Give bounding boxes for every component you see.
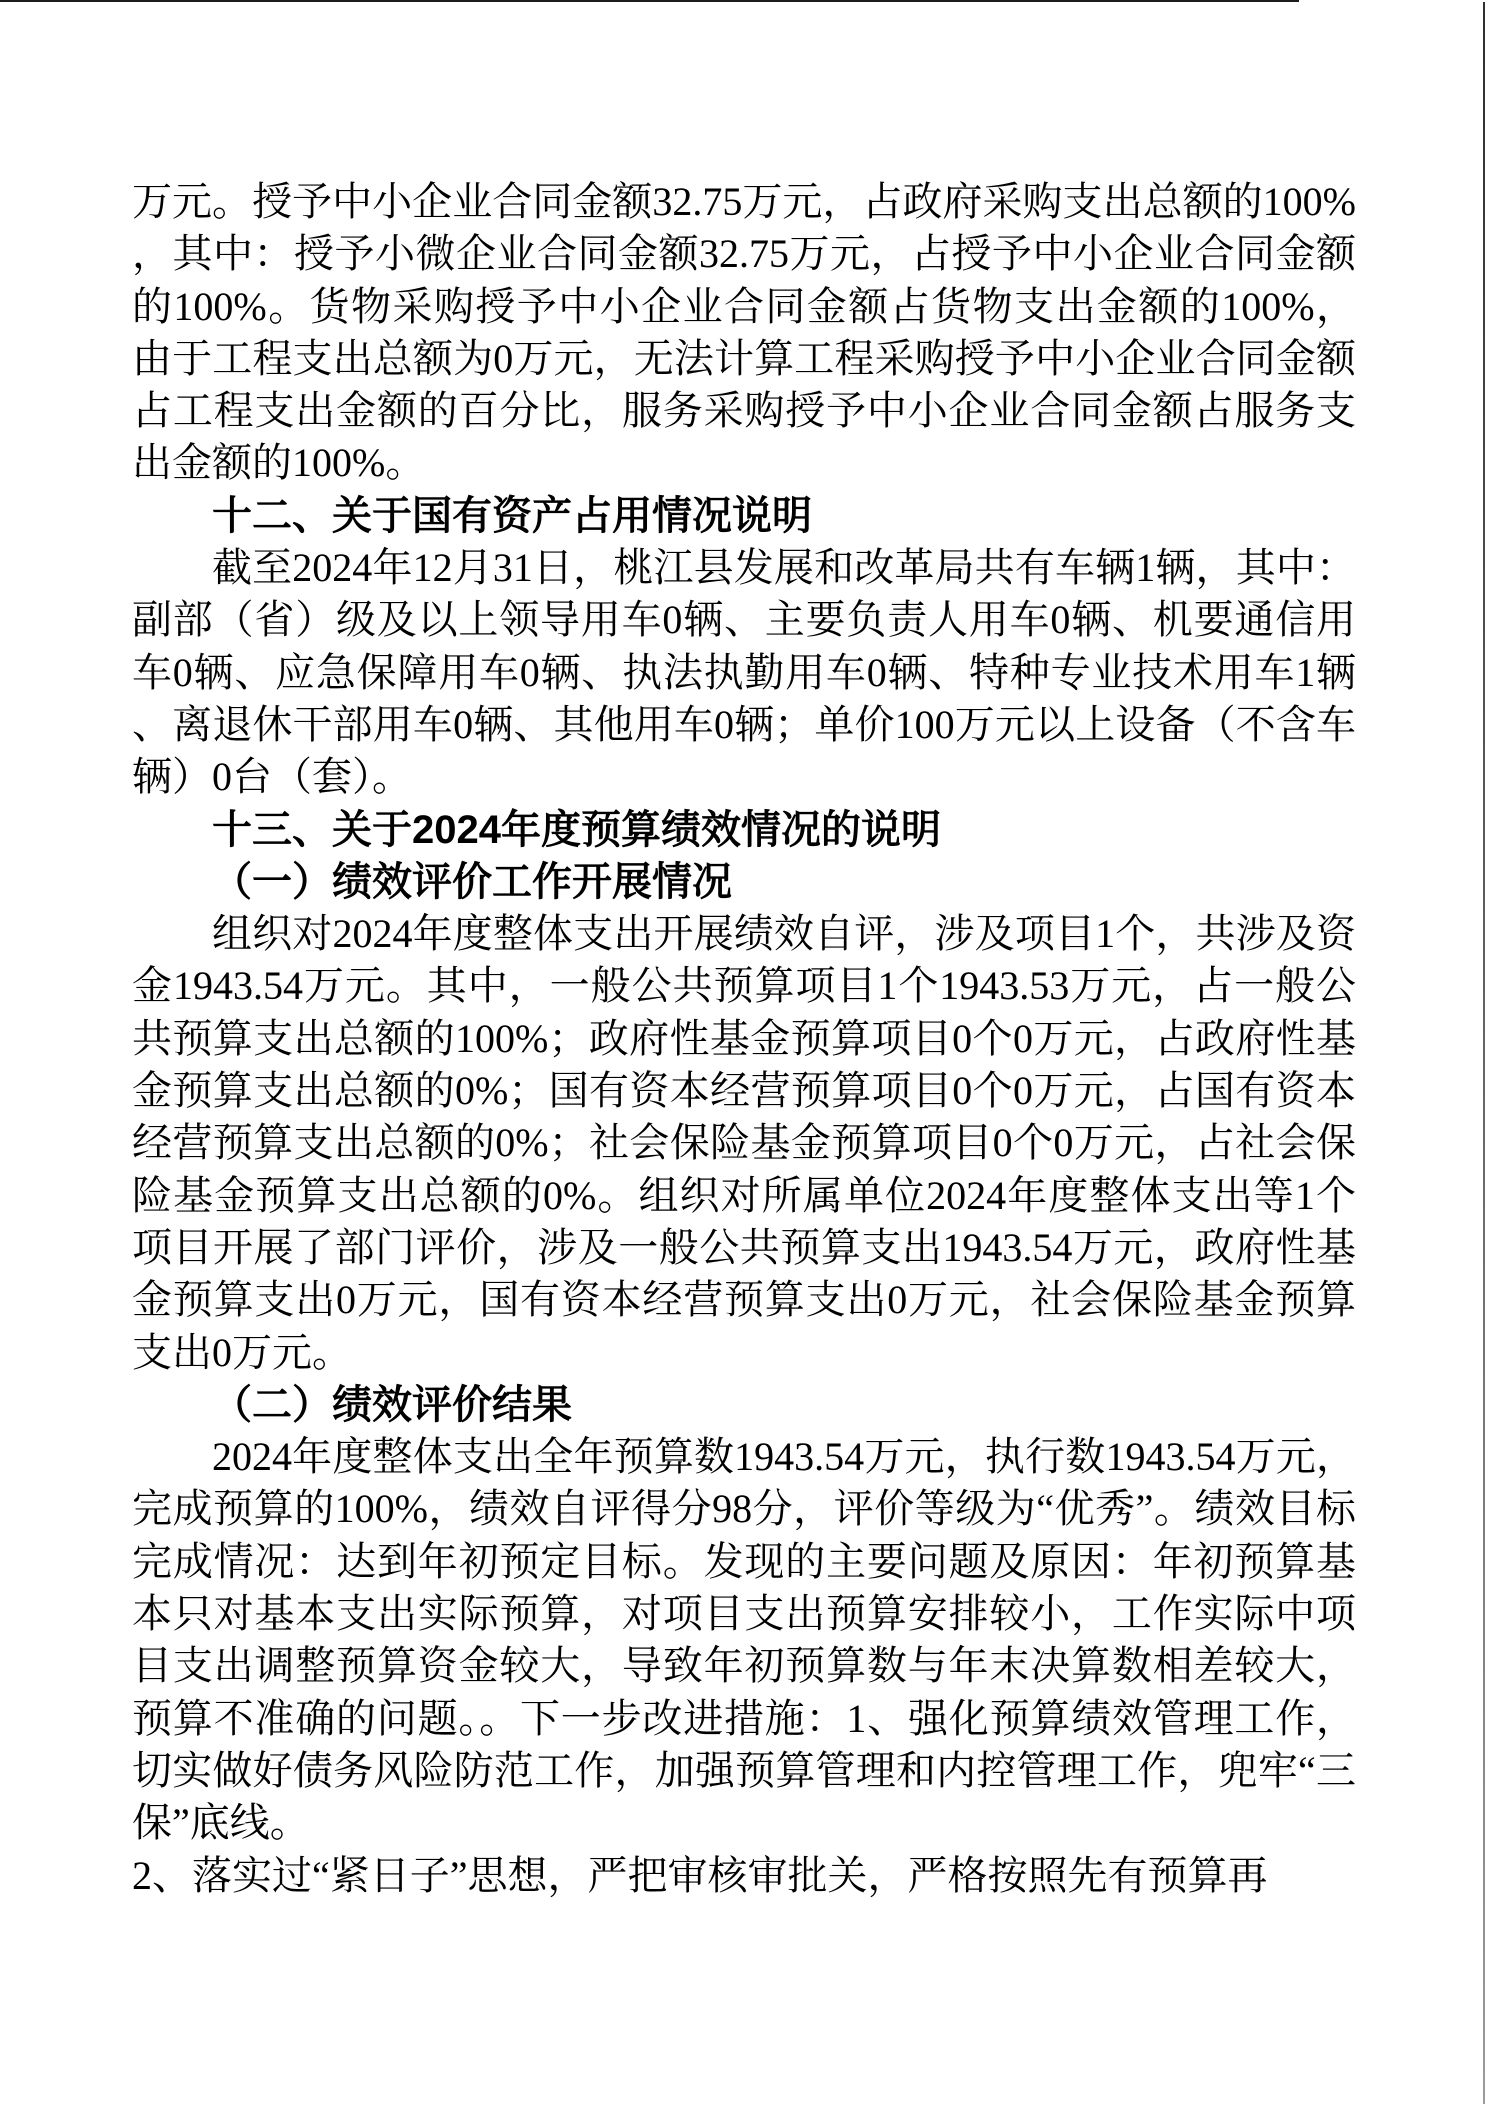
section-heading: 十三、关于2024年度预算绩效情况的说明 <box>212 807 941 852</box>
paragraph: 组织对2024年度整体支出开展绩效自评，涉及项目1个，共涉及资金1943.54万元。其中，一般公共预算项目1个1943.53万元，占一般公共预算支出总额的100%；政府性基金预算项目0个0万元，占政府性基金预算支出总额的0%；国有资本经营预算项目0个0万元，占国有资本经营预算支出总额的0%；社会保险基金预算项目0个0万元，占社会保险基金预算支出总额的0%。组织对所属单位2024年度整体支出等1个项目开展了部门评价，涉及一般公共预算支出1943.54万元，政府性基金预算支出0万元，国有资本经营预算支出0万元，社会保险基金预算支出0万元。 <box>132 911 1356 1375</box>
section-heading: 十二、关于国有资产占用情况说明 <box>212 493 812 538</box>
section-heading: （一）绩效评价工作开展情况 <box>212 859 732 904</box>
paragraph: 2、落实过“紧日子”思想，严把审核审批关，严格按照先有预算再 <box>132 1852 1268 1898</box>
paragraph: 2024年度整体支出全年预算数1943.54万元，执行数1943.54万元，完成预算的100%，绩效自评得分98分，评价等级为“优秀”。绩效目标完成情况：达到年初预定目标。发现的主要问题及原因：年初预算基本只对基本支出实际预算，对项目支出预算安排较小，工作实际中项目支出调整预算资金较大，导致年初预算数与年末决算数相差较大，预算不准确的问题。。下一步改进措施：1、强化预算绩效管理工作，切实做好债务风险防范工作，加强预算管理和内控管理工作，兜牢“三保”底线。 <box>132 1434 1356 1846</box>
page-top-edge <box>0 0 1299 2</box>
document-body <box>132 176 1356 1902</box>
paragraph: 截至2024年12月31日，桃江县发展和改革局共有车辆1辆，其中：副部（省）级及以上领导用车0辆、主要负责人用车0辆、机要通信用车0辆、应急保障用车0辆、执法执勤用车0辆、特种专业技术用车1辆、离退休干部用车0辆、其他用车0辆；单价100万元以上设备（不含车辆）0台（套）。 <box>132 545 1356 800</box>
paragraph: 万元。授予中小企业合同金额32.75万元，占政府采购支出总额的100%，其中：授予小微企业合同金额32.75万元，占授予中小企业合同金额的100%。货物采购授予中小企业合同金额占货物支出金额的100%，由于工程支出总额为0万元，无法计算工程采购授予中小企业合同金额占工程支出金额的百分比，服务采购授予中小企业合同金额占服务支出金额的100%。 <box>132 179 1356 486</box>
section-heading: （二）绩效评价结果 <box>212 1382 572 1427</box>
page-right-edge <box>1483 2 1485 2104</box>
